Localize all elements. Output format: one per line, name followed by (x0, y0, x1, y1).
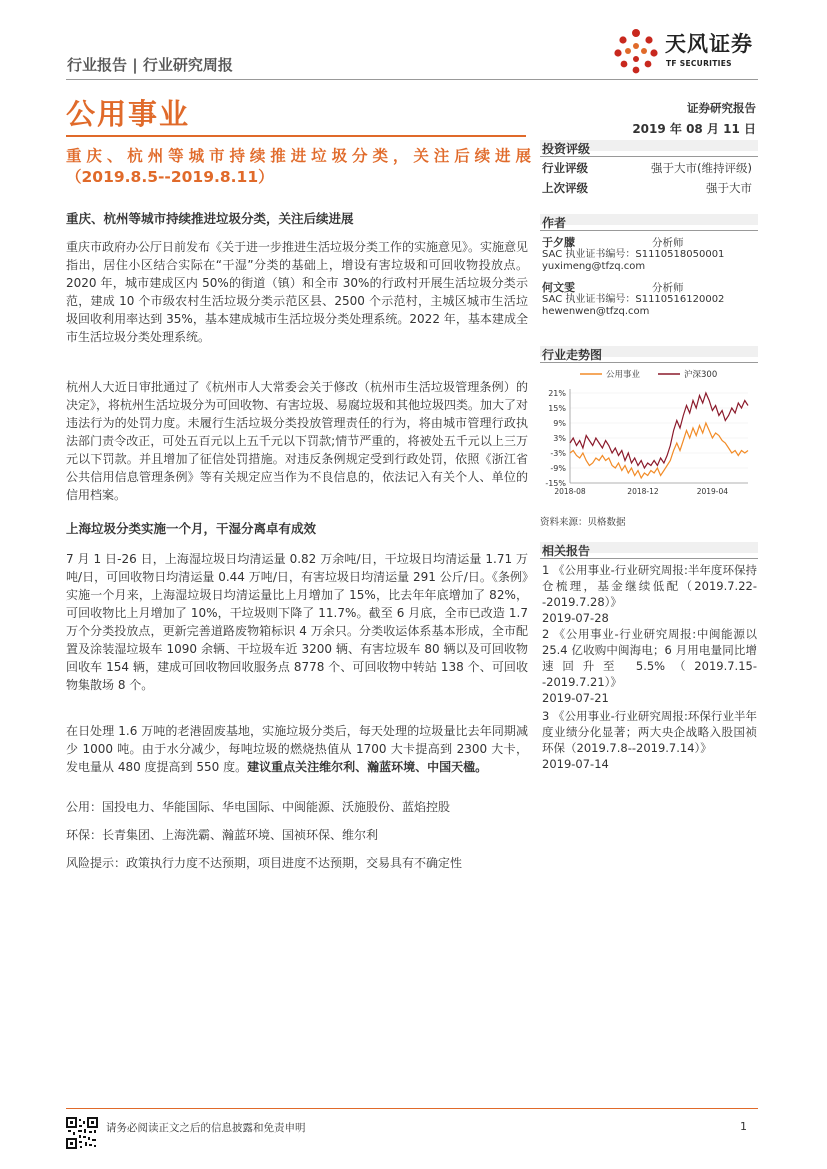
section-title-1: 重庆、杭州等城市持续推进垃圾分类，关注后续进展 (66, 211, 354, 226)
analyst-name: 何文雯 (542, 281, 575, 294)
related-report-title[interactable]: 1 《公用事业-行业研究周报:半年度环保持仓梳理，基金继续低配（2019.7.22--2019.7.28）》 (542, 563, 757, 609)
page-number: 1 (740, 1120, 747, 1133)
analyst-block (542, 237, 758, 273)
related-report[interactable] (542, 626, 757, 706)
related-divider (540, 558, 758, 559)
analyst-name: 于夕朦 (542, 236, 575, 249)
footer-divider (66, 1108, 758, 1109)
chart-source: 资料来源：贝格数据 (540, 517, 626, 528)
analyst-sac: SAC 执业证书编号：S1110516120002 (542, 294, 725, 305)
chart-y-tick-label: -9% (550, 464, 566, 473)
related-report-date: 2019-07-14 (542, 757, 609, 771)
report-kind: 证券研究报告 (687, 101, 756, 115)
recommendation-highlight: 建议重点关注维尔利、瀚蓝环境、中国天楹。 (247, 760, 488, 774)
related-report-title[interactable]: 2 《公用事业-行业研究周报:中闽能源以 25.4 亿收购中闽海电；6 月用电量同比增速回升至 5.5%（2019.7.15--2019.7.21）》 (542, 627, 757, 689)
analyst-title: 分析师 (652, 282, 684, 294)
sector-title: 公用事业 (66, 97, 191, 131)
rating-row (540, 160, 758, 176)
footer-disclaimer[interactable]: 请务必阅读正文之后的信息披露和免责申明 (106, 1122, 306, 1134)
chart-series-line-0 (570, 423, 748, 478)
chart-legend (580, 369, 717, 380)
rating-key: 行业评级 (542, 161, 588, 175)
header-divider (66, 79, 758, 80)
report-date: 2019 年 08 月 11 日 (632, 122, 756, 136)
sector-underline (66, 135, 526, 137)
trend-divider (540, 362, 758, 363)
chart-y-tick-label: 3% (553, 434, 566, 443)
chart-x-tick-label: 2019-04 (696, 487, 729, 496)
related-report-date: 2019-07-21 (542, 691, 609, 705)
section-title-2: 上海垃圾分类实施一个月，干湿分离卓有成效 (66, 521, 317, 536)
chart-y-tick-label: 9% (553, 419, 566, 428)
rating-key: 上次评级 (542, 181, 588, 195)
headline-period: （2019.8.5--2019.8.11） (66, 168, 274, 186)
paragraph-shanghai: 7 月 1 日-26 日，上海湿垃圾日均清运量 0.82 万余吨/日，干垃圾日均清运量 1.71 万吨/日，可回收物日均清运量 0.44 万吨/日，有害垃圾日均清运量 291 公斤/日。《条例》实施一个月来，上海湿垃圾日均清运量比上月增加了 15%，比去年年底增加了 82%，可回收物比上月增加了 10%，干垃圾则下降了 11.7%。截至 6 月底，全市已改造 1.7 万个分类投放点，更新完善道路废物箱标识 4 万余只。分类收运体系基本形成，全市配置及涂装湿垃圾车 1090 余辆、干垃圾车近 3200 辆、有害垃圾车 80 辆以及可回收物回收车 154 辆，建成可回收物回收服务点 8778 个、可回收物中转站 138 个、可回收物集散场 8 个。 (66, 552, 528, 692)
related-report[interactable] (542, 562, 757, 626)
chart-series (570, 393, 748, 478)
analyst-sac: SAC 执业证书编号：S1110518050001 (542, 249, 725, 260)
chart-grid (570, 393, 748, 483)
paragraph-laogang-text: 在日处理 1.6 万吨的老港固废基地，实施垃圾分类后，每天处理的垃圾量比去年同期减少 1000 吨。由于水分减少，每吨垃圾的燃烧热值从 1700 大卡提高到 2300 大卡，发电量从 480 度提高到 550 度。 (66, 724, 528, 774)
trend-chart (540, 366, 758, 506)
chart-y-axis (545, 389, 570, 488)
chart-y-tick-label: -15% (545, 479, 566, 488)
related-report-title[interactable]: 3 《公用事业-行业研究周报:环保行业半年度业绩分化显著；两大央企战略入股国祯环保（2019.7.8--2019.7.14）》 (542, 709, 757, 755)
analyst-email[interactable]: yuximeng@tfzq.com (542, 261, 646, 272)
chart-series-line-1 (570, 393, 748, 468)
brand-name-en: TF SECURITIES (666, 59, 732, 68)
chart-legend-label: 沪深300 (684, 370, 718, 380)
chart-y-tick-label: 15% (548, 404, 566, 413)
authors-divider (540, 230, 758, 231)
related-report[interactable] (542, 708, 757, 772)
trend-title: 行业走势图 (542, 348, 603, 362)
chart-y-tick-label: -3% (550, 449, 566, 458)
chart-y-tick-label: 21% (548, 389, 566, 398)
chart-legend-label: 公用事业 (606, 370, 641, 380)
rating-title: 投资评级 (542, 142, 591, 156)
rating-divider (540, 156, 758, 157)
doc-type: 行业报告 | 行业研究周报 (67, 56, 233, 74)
risk-warning: 风险提示：政策执行力度不达预期，项目进度不达预期，交易具有不确定性 (66, 856, 463, 870)
chart-x-tick-label: 2018-08 (554, 487, 586, 496)
authors-title: 作者 (542, 216, 567, 230)
brand-name: 天风证券 (665, 32, 753, 56)
analyst-email[interactable]: hewenwen@tfzq.com (542, 306, 650, 317)
qr-code-icon (66, 1117, 98, 1149)
headline: 重庆、杭州等城市持续推进垃圾分类，关注后续进展 (66, 147, 531, 165)
paragraph-chongqing: 重庆市政府办公厅日前发布《关于进一步推进生活垃圾分类工作的实施意见》。实施意见指出，居住小区结合实际在“干湿”分类的基础上，增设有害垃圾和可回收物投放点。2020 年，城市建成区内 50%的街道（镇）和全市 30%的行政村开展生活垃圾分类示范，建成 10 个市级农村生活垃圾分类示范区县、2500 个示范村，主城区城市生活垃圾回收利用率达到 35%，基本建成城市生活垃圾分类处理系统。2022 年，基本建成全市生活垃圾分类处理系统。 (66, 240, 529, 344)
recommendation-environment: 环保：长青集团、上海洗霸、瀚蓝环境、国祯环保、维尔利 (66, 828, 379, 842)
recommendation-utilities: 公用：国投电力、华能国际、华电国际、中闽能源、沃施股份、蓝焰控股 (66, 800, 451, 814)
chart-x-tick-label: 2018-12 (627, 487, 659, 496)
rating-value: 强于大市(维持评级) (651, 161, 752, 175)
tf-logo-mark (612, 27, 660, 75)
related-report-date: 2019-07-28 (542, 611, 609, 625)
related-title: 相关报告 (542, 544, 591, 558)
paragraph-hangzhou: 杭州人大近日审批通过了《杭州市人大常委会关于修改（杭州市生活垃圾管理条例）的决定》，将杭州生活垃圾分为可回收物、有害垃圾、易腐垃圾和其他垃圾四类。加大了对违法行为的处罚力度。未履行生活垃圾分类投放管理责任的行为，将由城市管理行政执法部门责令改正，可处五百元以上五千元以下罚款;情节严重的，将被处五千元以上三万元以下罚款。并且增加了征信处罚措施。对违反条例规定受到行政处罚，依照《浙江省公共信用信息管理条例》等有关规定应当作为不良信息的，依法记入有关个人、单位的信用档案。 (66, 380, 529, 502)
analyst-title: 分析师 (652, 237, 684, 249)
analyst-block (542, 282, 758, 318)
rating-row (540, 180, 758, 196)
rating-value: 强于大市 (706, 181, 752, 195)
paragraph-laogang (66, 722, 528, 776)
chart-x-axis (554, 483, 748, 496)
